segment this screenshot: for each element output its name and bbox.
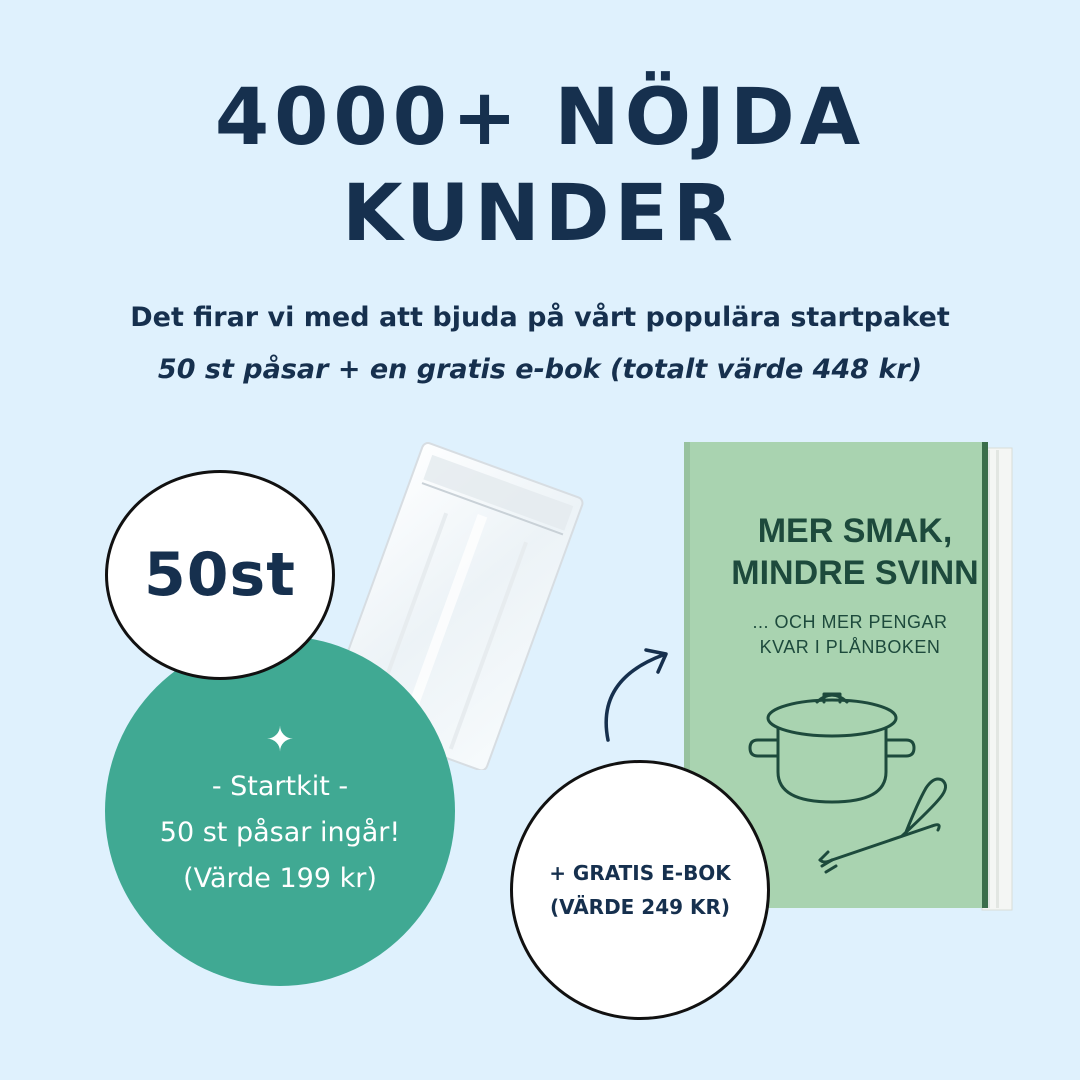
book-subtitle-line-2: KVAR I PLÅNBOKEN (759, 637, 941, 657)
startkit-badge (105, 636, 455, 986)
ebook-badge (510, 760, 770, 1020)
startkit-value: (Värde 199 kr) (183, 863, 377, 894)
count-badge-label: 50st (144, 540, 296, 610)
startkit-contents: 50 st påsar ingår! (159, 817, 401, 848)
headline (0, 70, 1080, 262)
headline-line-1: 4000+ NÖJDA (214, 73, 866, 163)
count-badge (105, 470, 335, 680)
startkit-title: - Startkit - (211, 771, 349, 802)
book-title-line-1: MER SMAK, (757, 512, 953, 550)
four-point-star-icon: ✦ (265, 720, 295, 760)
headline-line-2: KUNDER (342, 169, 738, 259)
book-subtitle (720, 610, 980, 660)
ebook-badge-title: + GRATIS E-BOK (549, 861, 731, 885)
ebook-badge-value: (VÄRDE 249 KR) (549, 895, 731, 919)
curved-arrow-icon (590, 640, 680, 750)
subtitle-offer: 50 st påsar + en gratis e-bok (totalt värde 448 kr) (157, 354, 923, 385)
book-title (710, 510, 1000, 594)
book-title-line-2: MINDRE SVINN (731, 554, 979, 592)
subtitle: Det firar vi med att bjuda på vårt populära startpaket (130, 302, 950, 333)
book-subtitle-line-1: ... OCH MER PENGAR (752, 612, 948, 632)
